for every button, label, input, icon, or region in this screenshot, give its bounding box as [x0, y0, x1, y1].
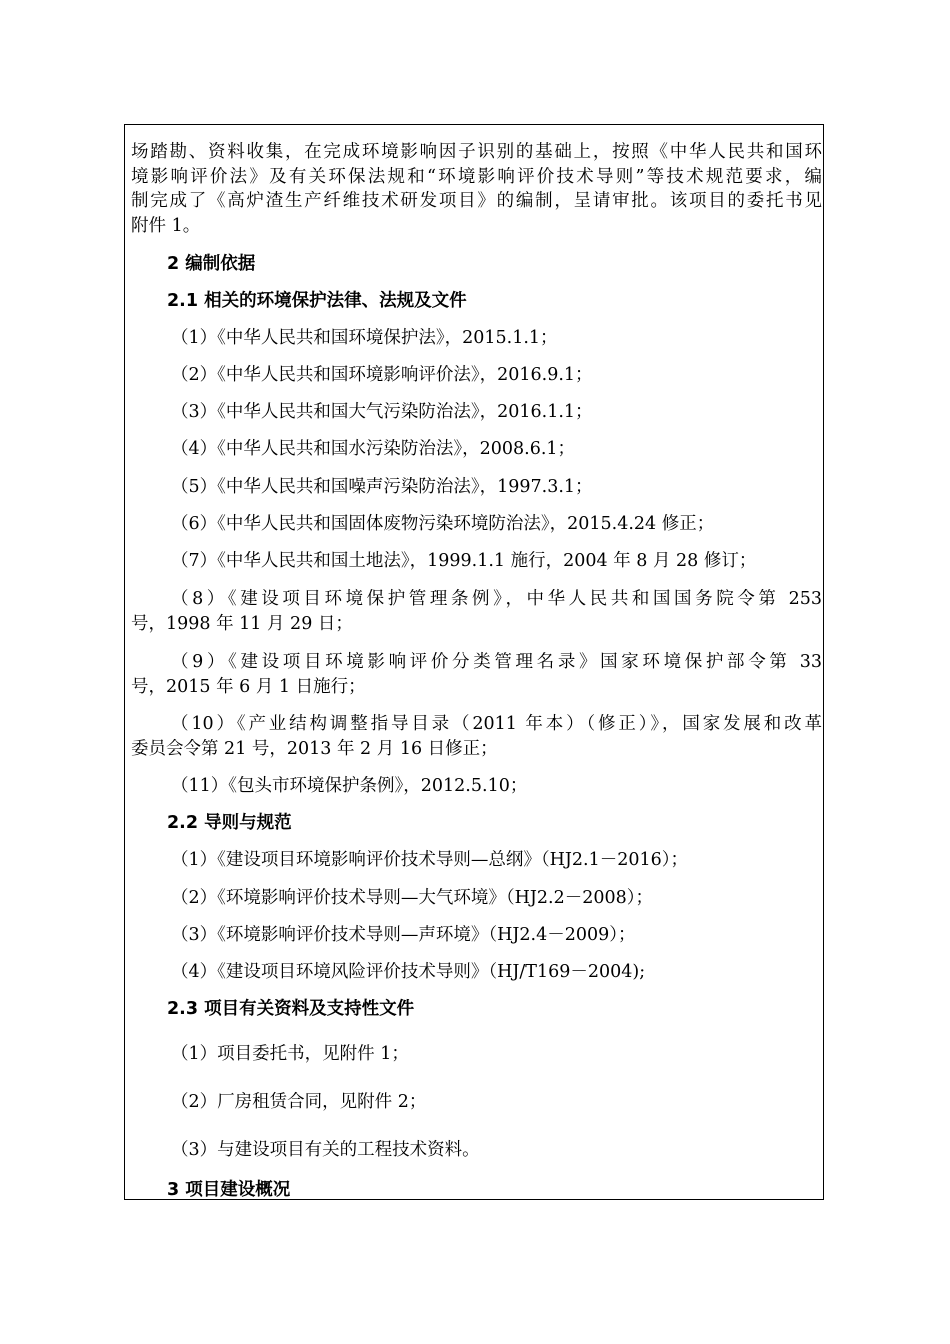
law-item-8-line-1: （8）《建设项目环境保护管理条例》，中华人民共和国国务院令第 253: [171, 589, 822, 609]
guideline-item-3: （3）《环境影响评价技术导则—声环境》（HJ2.4－2009）；: [171, 925, 636, 945]
section-2-1-heading: 2.1 相关的环境保护法律、法规及文件: [167, 291, 467, 311]
intro-line-2: 境影响评价法》及有关环保法规和“环境影响评价技术导则”等技术规范要求，编: [131, 167, 822, 187]
section-2-3-heading: 2.3 项目有关资料及支持性文件: [167, 999, 415, 1019]
law-item-2: （2）《中华人民共和国环境影响评价法》，2016.9.1；: [171, 365, 593, 385]
section-3-heading: 3 项目建设概况: [167, 1180, 291, 1200]
section-2-2-heading: 2.2 导则与规范: [167, 813, 292, 833]
law-item-4: （4）《中华人民共和国水污染防治法》，2008.6.1；: [171, 439, 576, 459]
law-item-6: （6）《中华人民共和国固体废物污染环境防治法》，2015.4.24 修正；: [171, 514, 715, 534]
law-item-8-line-2: 号，1998 年 11 月 29 日；: [131, 614, 353, 634]
law-item-10-line-1: （10）《产业结构调整指导目录（2011 年本）（修正）》，国家发展和改革: [171, 714, 822, 734]
law-item-5: （5）《中华人民共和国噪声污染防治法》，1997.3.1；: [171, 477, 593, 497]
law-item-11: （11）《包头市环境保护条例》，2012.5.10；: [171, 776, 528, 796]
intro-line-4: 附件 1。: [131, 216, 201, 236]
guideline-item-1: （1）《建设项目环境影响评价技术导则—总纲》（HJ2.1－2016）；: [171, 850, 689, 870]
guideline-item-2: （2）《环境影响评价技术导则—大气环境》（HJ2.2－2008）；: [171, 888, 654, 908]
law-item-9-line-2: 号，2015 年 6 月 1 日施行；: [131, 677, 366, 697]
intro-line-3: 制完成了《高炉渣生产纤维技术研发项目》的编制，呈请审批。该项目的委托书见: [131, 191, 822, 211]
intro-line-1: 场踏勘、资料收集，在完成环境影响因子识别的基础上，按照《中华人民共和国环: [131, 142, 822, 162]
section-2-heading: 2 编制依据: [167, 254, 256, 274]
guideline-item-4: （4）《建设项目环境风险评价技术导则》（HJ/T169－2004);: [171, 962, 646, 982]
law-item-1: （1）《中华人民共和国环境保护法》，2015.1.1；: [171, 328, 558, 348]
document-item-3: （3）与建设项目有关的工程技术资料。: [171, 1140, 480, 1160]
law-item-3: （3）《中华人民共和国大气污染防治法》，2016.1.1；: [171, 402, 593, 422]
law-item-10-line-2: 委员会令第 21 号，2013 年 2 月 16 日修正；: [131, 739, 498, 759]
document-item-2: （2）厂房租赁合同，见附件 2；: [171, 1092, 427, 1112]
law-item-9-line-1: （9）《建设项目环境影响评价分类管理名录》国家环境保护部令第 33: [171, 652, 822, 672]
document-item-1: （1）项目委托书，见附件 1；: [171, 1044, 409, 1064]
law-item-7: （7）《中华人民共和国土地法》，1999.1.1 施行，2004 年 8 月 28 修订；: [171, 551, 757, 571]
